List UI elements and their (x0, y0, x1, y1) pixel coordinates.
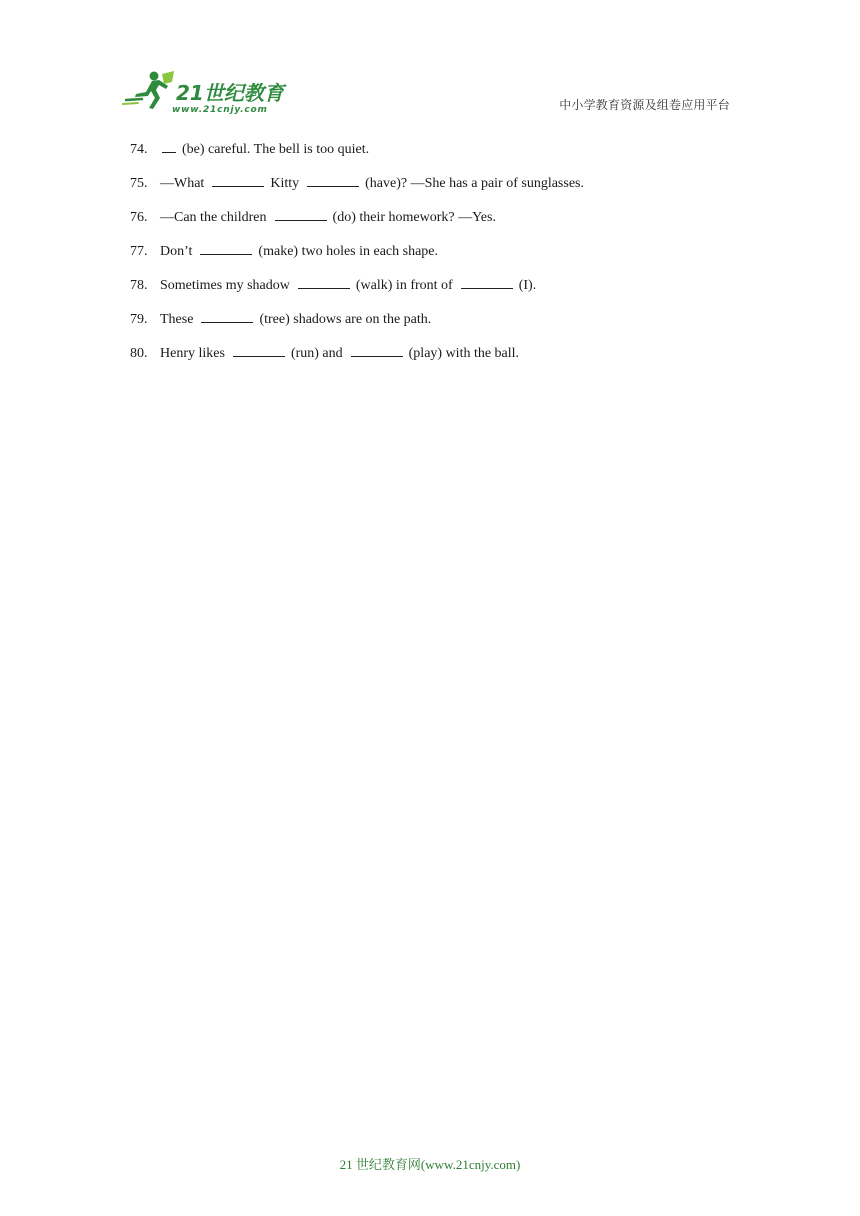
question-number: 76. (130, 210, 148, 225)
question-number: 78. (130, 278, 148, 293)
logo-wordmark: 21世纪教育 (176, 81, 284, 105)
question-74 (130, 139, 584, 173)
question-79 (130, 309, 584, 343)
question-number: 80. (130, 346, 148, 361)
question-text: Don’t (160, 244, 193, 259)
answer-blank[interactable] (307, 173, 359, 187)
platform-tagline: 中小学教育资源及组卷应用平台 (559, 98, 730, 112)
answer-blank[interactable] (351, 343, 403, 357)
site-logo (122, 70, 292, 116)
answer-blank[interactable] (233, 343, 285, 357)
question-text: —What (160, 176, 205, 191)
question-77 (130, 241, 584, 275)
question-text: (walk) in front of (355, 278, 453, 293)
answer-blank[interactable] (201, 309, 253, 323)
answer-blank[interactable] (298, 275, 350, 289)
question-text: (make) two holes in each shape. (258, 244, 439, 259)
answer-blank[interactable] (200, 241, 252, 255)
question-text: (tree) shadows are on the path. (259, 312, 432, 327)
question-78 (130, 275, 584, 309)
runner-logo-icon (122, 70, 292, 116)
question-text: Sometimes my shadow (160, 278, 290, 293)
question-75 (130, 173, 584, 207)
question-text: Kitty (270, 176, 300, 191)
question-list (130, 139, 584, 377)
question-number: 74. (130, 142, 148, 157)
question-number: 79. (130, 312, 148, 327)
answer-blank[interactable] (461, 275, 513, 289)
question-text: —Can the children (160, 210, 267, 225)
answer-blank[interactable] (275, 207, 327, 221)
logo-url-text: www.21cnjy.com (172, 105, 268, 115)
question-text: (do) their homework? —Yes. (332, 210, 496, 225)
question-76 (130, 207, 584, 241)
question-text: (run) and (290, 346, 343, 361)
page-footer: 21 世纪教育网(www.21cnjy.com) (339, 1157, 521, 1172)
question-text: These (160, 312, 194, 327)
answer-blank[interactable] (162, 139, 176, 153)
question-80 (130, 343, 584, 377)
question-number: 75. (130, 176, 148, 191)
question-text: Henry likes (160, 346, 225, 361)
question-text: (I). (518, 278, 537, 293)
question-number: 77. (130, 244, 148, 259)
answer-blank[interactable] (212, 173, 264, 187)
page-header (0, 0, 860, 120)
question-text: (be) careful. The bell is too quiet. (182, 142, 370, 157)
question-text: (play) with the ball. (408, 346, 520, 361)
question-text: (have)? —She has a pair of sunglasses. (365, 176, 584, 191)
